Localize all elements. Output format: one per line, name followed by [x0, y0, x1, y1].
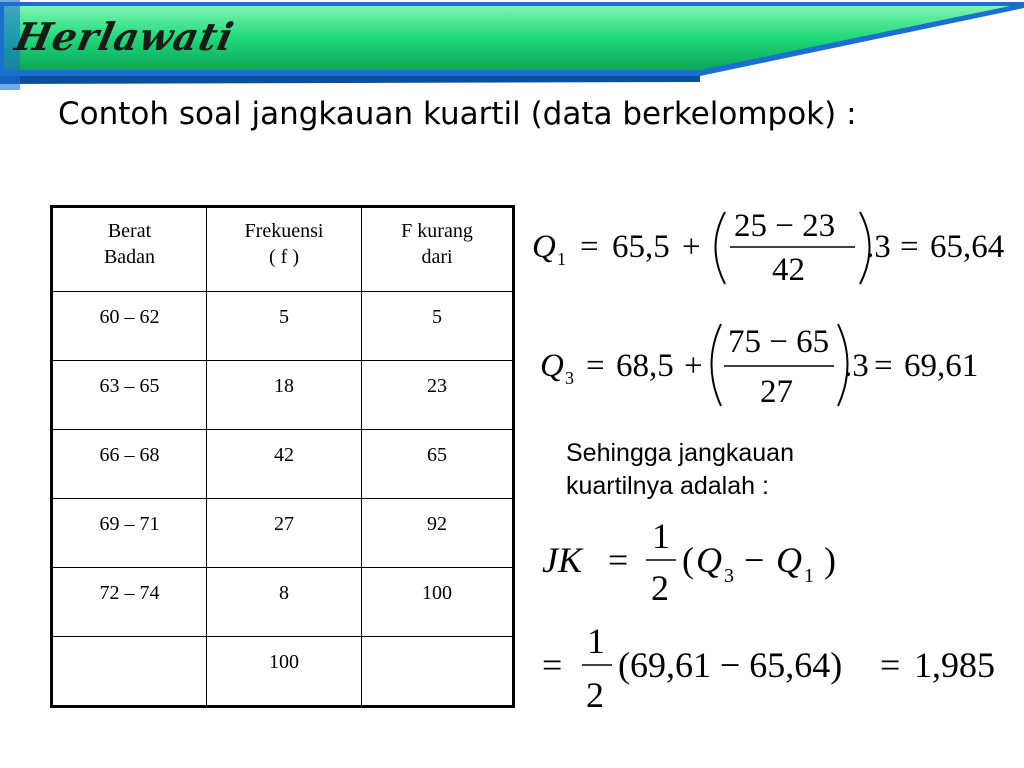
- equals-sign: =: [608, 540, 629, 580]
- q3-numerator: 75 − 65: [728, 324, 830, 360]
- conclusion-text: Sehingga jangkauan kuartilnya adalah :: [566, 439, 794, 500]
- jk-half-numerator: 1: [652, 516, 670, 556]
- q1-denominator: 42: [772, 252, 805, 288]
- table-header-row: [52, 207, 514, 292]
- jk-result: 1,985: [914, 645, 995, 685]
- table-row: 72 – 74 8 100: [52, 568, 514, 637]
- svg-text:(: (: [682, 540, 694, 580]
- q3-formula: [538, 318, 998, 413]
- calc-half-numerator: 1: [587, 621, 605, 661]
- q3-denominator: 27: [760, 374, 793, 410]
- frequency-table: [50, 205, 515, 708]
- header-weight: Berat Badan: [52, 207, 207, 292]
- q1-formula: [530, 200, 1020, 295]
- table-row: 63 – 65 18 23: [52, 361, 514, 430]
- table-row: 60 – 62 5 5: [52, 292, 514, 361]
- plus-sign: +: [684, 348, 703, 384]
- q1-symbol: Q: [532, 229, 556, 265]
- equals-sign: =: [586, 348, 605, 384]
- brand-logo: Herlawati: [11, 14, 239, 59]
- q1-numerator: 25 − 23: [734, 208, 836, 244]
- equals-sign: =: [580, 229, 599, 265]
- jk-symbol: JK: [542, 540, 582, 580]
- calc-expression: (69,61 − 65,64): [618, 645, 843, 685]
- jk-q3-subscript: 3: [724, 565, 734, 587]
- q1-result: 65,64: [930, 229, 1005, 265]
- jk-q1-subscript: 1: [804, 565, 814, 587]
- jk-calculation: [538, 617, 1022, 717]
- svg-text:): ): [824, 540, 836, 580]
- equals-sign: =: [880, 645, 901, 685]
- jk-q3-symbol: Q: [696, 540, 722, 580]
- left-paren: [712, 324, 722, 406]
- calc-half-denominator: 2: [586, 675, 604, 715]
- q1-interval: .3: [866, 229, 891, 265]
- q3-lower-bound: 68,5: [616, 348, 674, 384]
- table-total-row: 100: [52, 637, 514, 707]
- equals-sign: =: [874, 348, 893, 384]
- q3-interval: .3: [844, 348, 869, 384]
- equals-sign: =: [900, 229, 919, 265]
- q3-symbol: Q: [540, 348, 564, 384]
- q1-subscript: 1: [557, 249, 566, 269]
- page-title: Contoh soal jangkauan kuartil (data berkelompok) :: [58, 96, 857, 132]
- q3-subscript: 3: [565, 368, 574, 388]
- left-paren: [716, 212, 726, 284]
- table-row: 66 – 68 42 65: [52, 430, 514, 499]
- jk-half-denominator: 2: [651, 568, 669, 608]
- plus-sign: +: [682, 229, 701, 265]
- header-cumulative: F kurang dari: [362, 207, 514, 292]
- svg-text:−: −: [744, 540, 765, 580]
- q3-result: 69,61: [904, 348, 979, 384]
- jk-formula: [540, 510, 860, 610]
- header-frequency: Frekuensi ( f ): [207, 207, 362, 292]
- q1-lower-bound: 65,5: [612, 229, 670, 265]
- equals-sign: =: [542, 645, 563, 685]
- jk-q1-symbol: Q: [776, 540, 802, 580]
- table-row: 69 – 71 27 92: [52, 499, 514, 568]
